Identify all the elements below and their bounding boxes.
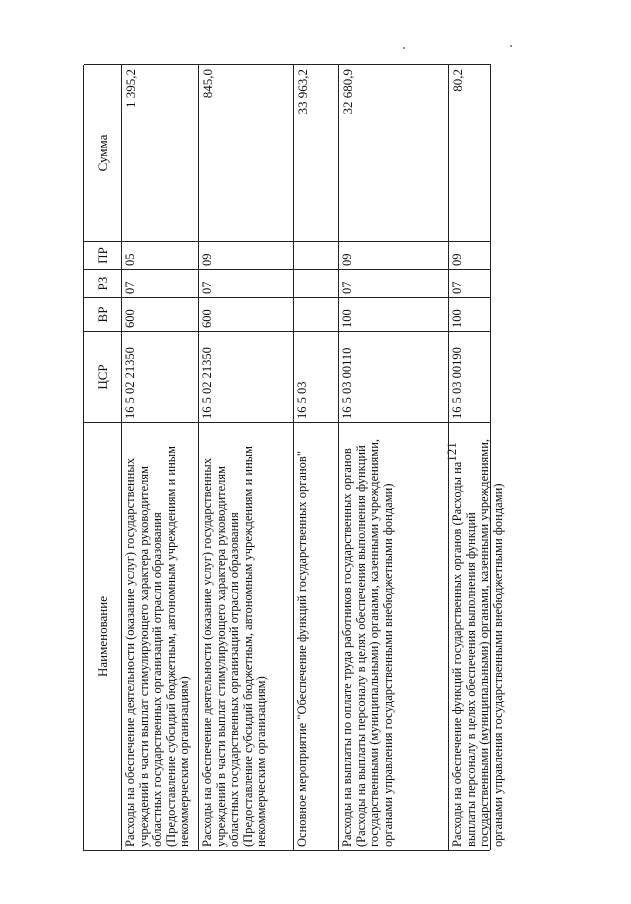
page-number: 121 <box>444 442 459 462</box>
row-4-vr: 100 <box>339 297 449 331</box>
row-5-csr: 16 5 03 00190 <box>449 331 491 422</box>
row-5-rz: 07 <box>449 269 491 297</box>
row-3-csr: 16 5 03 <box>294 331 339 422</box>
row-2-name: Расходы на обеспечение деятельности (оказание услуг) государственных учреждений в части выплат стимулирующего характера руководителям областных государственных организаций отрасли образования (Предоставление субсидий бюджетным, автономным учреждениям и иным некоммерческим организациям) <box>199 422 294 850</box>
header-vr: ВР <box>84 297 122 331</box>
scan-speck <box>403 47 405 49</box>
budget-table <box>83 65 505 851</box>
row-1-name: Расходы на обеспечение деятельности (оказание услуг) государственных учреждений в части выплат стимулирующего характера руководителям областных государственных организаций отрасли образования (Предоставление субсидий бюджетным, автономным учреждениям и иным некоммерческим организациям) <box>122 422 199 850</box>
row-3-rz <box>294 269 339 297</box>
row-1-vr: 600 <box>122 297 199 331</box>
row-2-pr: 09 <box>199 241 294 269</box>
row-1-sum: 1 395,2 <box>122 64 199 241</box>
row-4-csr: 16 5 03 00110 <box>339 331 449 422</box>
row-5-name: Расходы на обеспечение функций государственных органов (Расходы на выплаты персоналу в целях обеспечения выполнения функций государственными (муниципальными) органами, казенными учреждениями, органами управления государственными внебюджетными фондами) <box>449 422 491 850</box>
row-4-pr: 09 <box>339 241 449 269</box>
row-2-sum: 845,0 <box>199 64 294 241</box>
row-1-pr: 05 <box>122 241 199 269</box>
header-pr: ПР <box>84 241 122 269</box>
scan-speck <box>510 45 512 47</box>
row-5-sum: 80,2 <box>449 64 491 241</box>
row-3-name: Основное мероприятие "Обеспечение функций государственных органов" <box>294 422 339 850</box>
row-2-csr: 16 5 02 21350 <box>199 331 294 422</box>
row-2-rz: 07 <box>199 269 294 297</box>
row-2-vr: 600 <box>199 297 294 331</box>
row-5-vr: 100 <box>449 297 491 331</box>
row-1-csr: 16 5 02 21350 <box>122 331 199 422</box>
row-3-sum: 33 963,2 <box>294 64 339 241</box>
row-3-vr <box>294 297 339 331</box>
row-1-rz: 07 <box>122 269 199 297</box>
row-4-rz: 07 <box>339 269 449 297</box>
row-4-name: Расходы на выплаты по оплате труда работников государственных органов (Расходы на выплаты персоналу в целях обеспечения выполнения функций государственными (муниципальными) органами, казенными учреждениями, органами управления государственными внебюджетными фондами) <box>339 422 449 850</box>
header-rz: РЗ <box>84 269 122 297</box>
header-name: Наименование <box>84 422 122 850</box>
row-4-sum: 32 680,9 <box>339 64 449 241</box>
budget-table-rotated <box>83 65 505 851</box>
row-3-pr <box>294 241 339 269</box>
header-csr: ЦСР <box>84 331 122 422</box>
header-sum: Сумма <box>84 64 122 241</box>
row-5-pr: 09 <box>449 241 491 269</box>
